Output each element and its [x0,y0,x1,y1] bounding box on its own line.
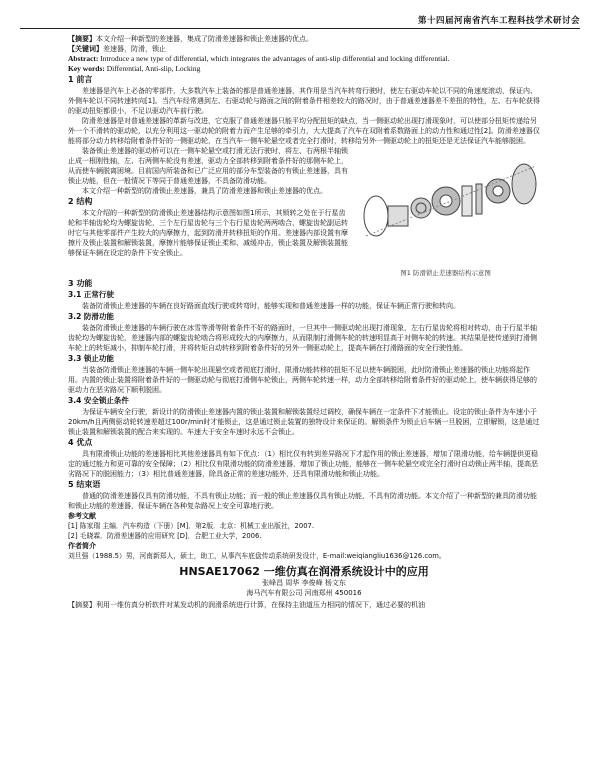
section-2-para-1: 本文介绍的一种新型的防滑锁止差速器结构示意图如图1所示，其锁转之处在于行星齿轮和半轴齿轮均为螺旋齿轮，三个左行星齿轮与三个右行星齿轮两两啮合，螺旋齿轮副运转时它与其他零部件产生较大的内摩擦力，起到防滑并转移扭矩的作用。差速器内部设置有摩擦片及锁止装置和解锁装置，摩擦片能够保证锁止柔和、减缓冲击，锁止装置及解锁装置能够保证车辆在设定的条件下安全锁止。 [68,209,348,257]
figure-1-caption: 图1 防滑锁止差速器结构示意图 [400,269,491,277]
section-2-title: 2 结构 [68,197,93,206]
en-abstract [68,54,540,64]
en-abstract-text: Introduce a new type of differential, which integrates the advantages of anti-slip differential and locking differential. [100,54,450,63]
en-keywords-text: Differential, Anti-slip, Locking [106,64,201,73]
section-3-4-title: 3.4 安全锁止条件 [68,396,129,405]
differential-exploded-view-icon [346,146,546,266]
section-1-title: 1 前言 [68,75,93,84]
en-abstract-label: Abstract: [68,54,99,63]
section-5-text: 普通的防滑差速器仅具有防滑功能，不具有锁止功能；而一般的锁止差速器仅具有锁止功能，不具有防滑功能。本文介绍了一种新型的兼具防滑功能和锁止功能的差速器，保证车辆在各种复杂路况上安全可靠地行驶。 [68,492,537,510]
running-header [20,14,580,29]
section-1-para-2: 防滑差速器是对普通差速器的革新与改进，它克服了普通差速器只能平均分配扭矩的缺点，当一侧驱动轮出现打滑现象时，可以使部分扭矩传递给另外一个不滑转的驱动轮，以充分利用这一驱动轮的附着力而产生足够的牵引力，大大提高了汽车在双附着系数路面上的动力性和通过性[2]。防滑差速器仅能将部分动力转移给附着条件好的一侧驱动轮，在当汽车一侧车轮悬空或者完全打滑时，转移给另外一侧驱动轮上的扭矩还是无法保证汽车能够脱困。 [68,117,540,145]
section-3-2-text: 装备防滑锁止差速器的车辆行驶在冰雪等滑等附着条件不好的路面时，一旦其中一侧驱动轮出现打滑现象，左右行星齿轮将相对转动，由于行星半轴齿轮均为螺旋齿轮，差速器内部的螺旋齿轮啮合将形成较大的内摩擦力，从而限制打滑侧车轮的转速明显高于对侧车轮的转速。其结果是使传递到打滑侧车轮上的转矩减小，抑制车轮打滑，并将转矩自动转移到附着条件好的另外一侧驱动轮上，提高车辆在打滑路面的安全行驶性能。 [68,324,537,352]
author-bio-text: 刘旦强（1988.5）男，河南新郑人，硕士，助工，从事汽车底盘传动系统研发设计，E-mail:weiqiangliu1636@126.com。 [68,552,446,560]
text-figure-block [68,146,540,278]
article-body [68,34,540,610]
running-title: 第十四届河南省汽车工程科技学术研讨会 [417,16,580,26]
cn-keywords-label: 【关键词】 [68,45,103,53]
cn-keywords-text: 差速器，防滑，锁止 [103,45,166,53]
section-1-para-4: 本文介绍一种新型的防滑锁止差速器，兼具了防滑差速器和锁止差速器的优点。 [82,187,327,195]
author-bio-title: 作者简介 [68,542,96,550]
reference-2: [2] 毛晓霖．防滑差速器的应用研究 [D]．合肥工业大学，2006. [68,532,262,540]
cn-abstract [68,34,540,44]
section-4-title: 4 优点 [68,438,93,447]
figure-1 [351,146,540,278]
next-article-title: HNSAE17062 一维仿真在润滑系统设计中的应用 [179,565,429,578]
next-article-affiliation: 海马汽车有限公司 河南郑州 450016 [246,589,362,597]
left-column [68,146,351,278]
section-1-para-3: 装备锁止差速器的驱动桥可以在一侧车轮悬空或打滑无法行驶时，将左、右两根半轴锁止成一根刚性轴，左、右两侧车轮没有差速，驱动力全部转移到附着条件好的那侧车轮上，从而使车辆脱离困境。目前国内所装备和已广泛应用的部分车型装备的有锁止差速器，具有锁止功能，但在一般情况下等同于普通差速器，不具备防滑功能。 [68,147,348,185]
section-3-1-text: 装备防滑锁止差速器的车辆在良好路面直线行驶或转弯时，能够实现和普通差速器一样的功能，保证车辆正常行驶和转向。 [82,302,460,310]
cn-keywords [68,44,540,54]
en-keywords-label: Key words: [68,64,105,73]
next-article-authors: 张峰昌 周华 李俊峰 杨文东 [262,579,346,587]
cn-abstract-text: 本文介绍一种新型的差速器，集成了防滑差速器和锁止差速器的优点。 [96,35,313,43]
section-3-2-title: 3.2 防滑功能 [68,312,114,321]
next-article-abstract-start: 【摘要】利用一维仿真分析软件对某发动机的润滑系统进行计算，在保持主油道压力相同的情况下，通过必要的机油 [68,601,425,609]
section-3-3-text: 当装备防滑锁止差速器的车辆一侧车轮出现悬空或者彻底打滑时，限滑功能转移的扭矩不足以使车辆脱困，此时防滑锁止差速器的锁止功能将起作用。内置的锁止装置将附着条件好的一侧驱动轮与彻底打滑侧车轮锁止，两侧车轮转速一样，动力全部转移给附着条件好的驱动轮上，使车辆获得足够的驱动力在恶劣路况下顺利脱困。 [68,366,537,394]
section-3-4-text: 为保证车辆安全行驶，新设计的防滑锁止差速器内置的锁止装置和解锁装置经过调校，确保车辆在一定条件下才能锁止。设定的锁止条件为车速小于20km/h且两侧驱动轮转速差超过100r/min时才能锁止，这是通过锁止装置的独特设计来保证的。解锁条件为锁止后车辆一旦脱困，立即解锁，这是通过锁止装置和解锁装置的配合来实现的。车速大于安全车速时永远不会锁止。 [68,408,540,436]
section-1-para-1: 差速器是汽车上必备的零部件，大多数汽车上装备的都是普通差速器，其作用是当汽车转弯行驶时，使左右驱动车轮以不同的角速度滚动，保证内、外侧车轮以不同转速转向[1]。当汽车经常遇到左、右驱动轮与路面之间的附着条件相差较大的路况时，由于普通差速器差不差扭的特性，左、右车轮获得的驱动扭矩都很小，不足以驱动汽车前行驶。 [68,87,540,115]
section-5-title: 5 结束语 [68,480,101,489]
section-3-title: 3 功能 [68,279,93,288]
reference-1: [1] 陈家瑞 主编．汽车构造（下册）[M]．第2版．北京：机械工业出版社，2007. [68,522,315,530]
references-title: 参考文献 [68,512,96,520]
section-4-text: 具有限滑锁止功能的差速器相比其他差速器具有如下优点：（1）相比仅有转到差异路况下才起作用的锁止差速器，增加了限滑功能，给车辆提供更稳定的通过能力和更可靠的安全保障；（2）相比仅有限滑功能的防滑差速器，增加了锁止功能，能够在一侧车轮悬空或完全打滑时自动锁止两半轴，提高恶劣路况下的脱困能力；（3）相比普通差速器，除具备正常的差速功能外，还具有限滑功能和锁止功能。 [68,450,538,478]
section-3-1-title: 3.1 正常行驶 [68,290,114,299]
section-3-3-title: 3.3 锁止功能 [68,354,114,363]
en-keywords [68,64,540,74]
cn-abstract-label: 【摘要】 [68,35,96,43]
